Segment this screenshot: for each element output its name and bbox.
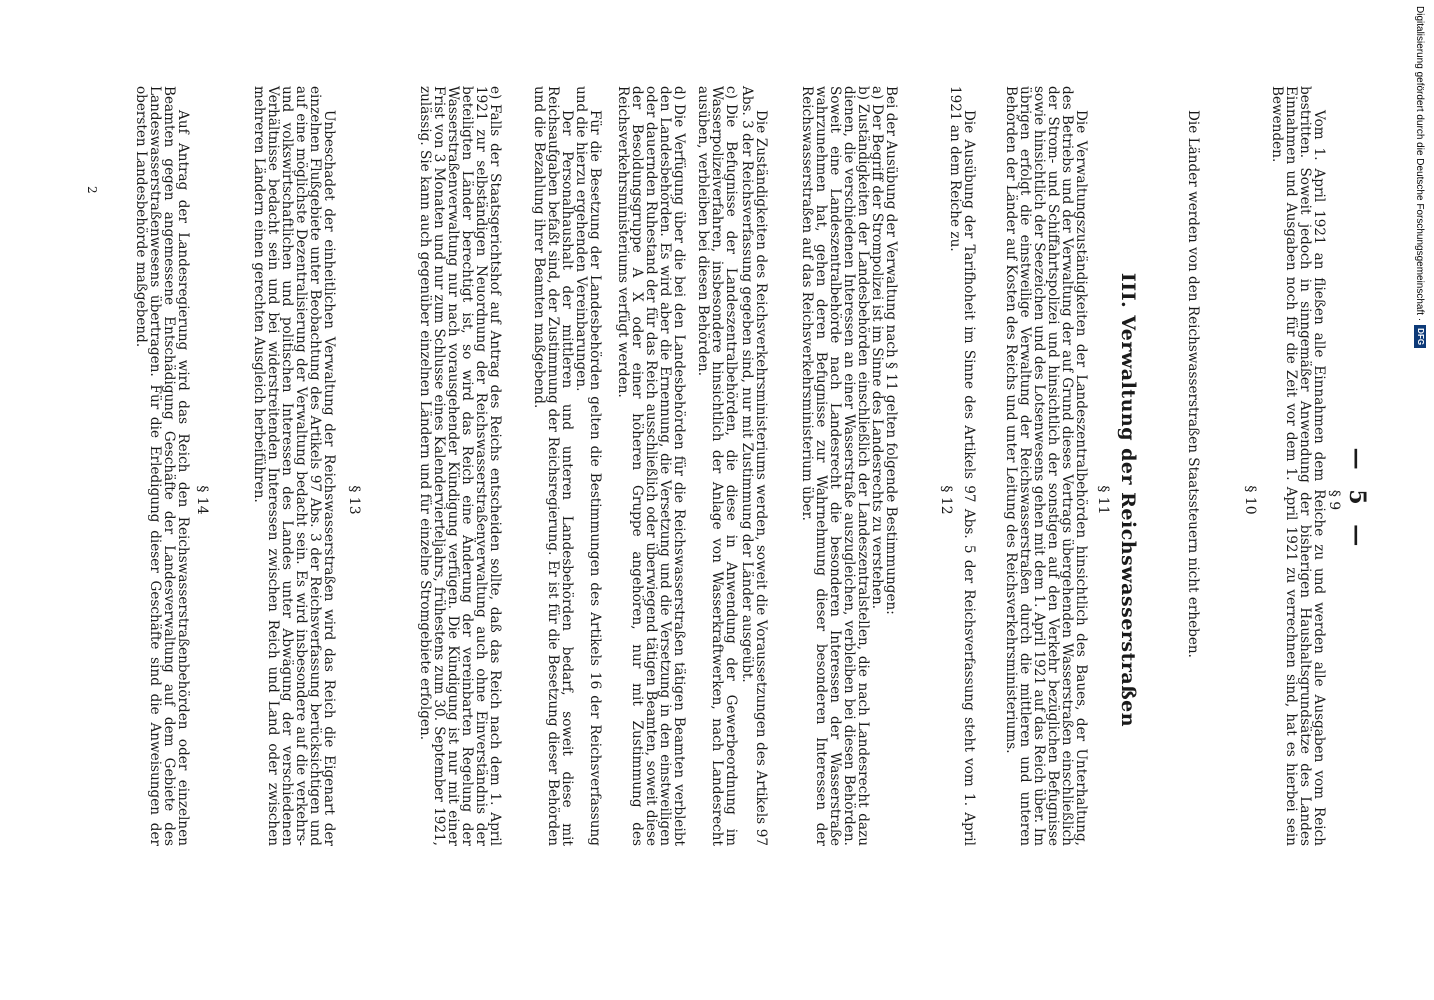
item-text: Die Zuständigkeiten des Reichsverkehrsministeriums werden, soweit die Voraussetzungen des Artikels 97 Abs. 3 der Reichsverfassung gegeben sind, nur mit Zustimmung der Länder ausgeübt. (739, 86, 769, 846)
item-label: c) (723, 86, 739, 99)
credit-text: Digitalisierung gefördert durch die Deutsche Forschungsgemeinschaft · (1414, 6, 1425, 322)
item-text: Die Verfügung über die bei den Landesbehörden für die Reichswasserstraßen tätigen Beamten verbleibt den Landesbehörden. Es wird aber die Ernennung, die Versetzung und die Versetzung in den einstweiligen oder dauernden Ruhestand der für das Reich ausschließlich oder überwiegend tätigen Beamten, soweit diese der Besoldungsgruppe A X oder einer höheren Gruppe angehören, nur mit Zustimmung des Reichsverkehrsministeriums verfügt werden. (615, 86, 687, 846)
section-12-item-d-continued-2 (532, 86, 574, 846)
section-14-title: § 14 (194, 485, 210, 515)
item-text: Für die Besetzung der Landesbehörden gelten die Bestimmungen des Artikels 16 der Reichsverfassung und die hierzu ergehenden Vereinbarungen. (573, 86, 603, 846)
item-label: e) (487, 86, 503, 100)
dfg-logo: DFG (1414, 325, 1426, 348)
section-12-item-c (696, 86, 738, 846)
section-12-title: § 12 (938, 485, 954, 515)
section-12-item-e (418, 86, 502, 846)
section-13-text: Unbeschadet der einheitlichen Verwaltung der Reichswasserstraßen wird das Reich die Eigenart der einzelnen Flußgebiete unter Beobachtung des Artikels 97 Abs. 3 der Reichsverfassung berücksichtigen und auf eine möglichste Dezentralisierung der Verwaltung bedacht sein. Es wird insbesondere auf die verkehrs- und volkswirtschaftlichen und politischen Interessen des Landes unter Abwägung der verschiedenen Verhältnisse bedacht sein und bei widerstreitenden Interessen zwischen Reich und Land oder zwischen mehreren Ländern einen gerechten Ausgleich herbeiführen. (251, 86, 337, 846)
section-12-item-d (616, 86, 686, 846)
section-12-item-b-continued (740, 86, 768, 846)
item-text: Der Personalhaushalt der mittleren und unteren Landesbehörden bedarf, soweit diese mit Reichsaufgaben befaßt sind, der Zustimmung der Reichsregierung. Er ist für die Besetzung dieser Behörden und die Bezahlung ihrer Beamten maßgebend. (531, 86, 575, 846)
section-12-item-b (800, 86, 870, 846)
page-number: 2 (85, 186, 99, 194)
digitization-credit (1408, 6, 1430, 996)
section-10-text: Die Länder werden von den Reichswasserstraßen Staatssteuern nicht erheben. (1185, 110, 1201, 658)
section-13-title: § 13 (346, 485, 362, 515)
section-12-item-a (870, 86, 884, 846)
section-12-item-d-continued-1 (574, 86, 602, 846)
chapter-heading: III. Verwaltung der Reichswasserstraßen (1117, 272, 1139, 728)
item-text: Falls der Staatsgerichtshof auf Antrag des Reichs entscheiden sollte, daß das Reich nach dem 1. April 1921 zur selbständigen Neuordnung der Reichswasserstraßenverwaltung auch ohne Einverständnis der beteiligten Länder berechtigt ist, so wird das Reich eine Änderung der vereinbarten Regelung der Wasserstraßenverwaltung nur nach vorausgehender Kündigung verfügen. Die Kündigung ist nur mit einer Frist von 3 Monaten und nur zum Schlusse eines Kalendervierteljahrs, frühestens zum 30. September 1921, zulässig. Sie kann auch gegenüber einzelnen Ländern und für einzelne Stromgebiete erfolgen. (417, 86, 503, 846)
section-10-title: § 10 (1242, 485, 1258, 515)
section-9-text: Vom 1. April 1921 an fließen alle Einnahmen dem Reiche zu und werden alle Ausgaben vom Reich bestritten. Soweit jedoch in sinngemäßer Anwendung der bisherigen Haushaltsgrundsätze des Landes Einnahmen und Ausgaben noch für die Zeit vor dem 1. April 1921 zu verrechnen sind, hat es hierbei sein Bewenden. (1269, 86, 1327, 846)
credit-line (1408, 6, 1430, 996)
page-header: — 5 — (1344, 447, 1370, 553)
section-9-title: § 9 (1326, 489, 1342, 511)
section-11-paragraph-2: Die Ausübung der Tarifhoheit im Sinne des Artikels 97 Abs. 5 der Reichsverfassung steht vom 1. April 1921 an dem Reiche zu. (947, 86, 977, 846)
section-14-text: Auf Antrag der Landesregierung wird das Reich den Reichswasserstraßenbehörden oder einzelnen Beamten gegen angemessene Entschädigung Geschäfte der Landesverwaltung auf dem Gebiete des Landeswasserstraßenwesens übertragen. Für die Erledigung dieser Geschäfte sind die Anweisungen der obersten Landesbehörde maßgebend. (133, 86, 191, 846)
item-text: Die Befugnisse der Landeszentralbehörden, die diese in Anwendung der Gewerbeordnung im Wasserpolizeiverfahren, insbesondere hinsichtlich der Anlage von Wasserkraftwerken, nach Landesrecht ausüben, verbleiben bei diesen Behörden. (695, 86, 739, 846)
item-label: b) (855, 86, 871, 101)
item-label: a) (869, 86, 885, 100)
section-11-paragraph-1: Die Verwaltungszuständigkeiten der Landeszentralbehörden hinsichtlich des Baues, der Unterhaltung, des Betriebs und der Verwaltung der auf Grund dieses Vertrags übergehenden Wasserstraßen einschließlich der Strom- und Schiffahrtspolizei und hinsichtlich der sonstigen auf den Verkehr bezüglichen Befugnisse sowie hinsichtlich der Seezeichen und des Lotsenwesens gehen mit dem 1. April 1921 auf das Reich über. Im übrigen erfolgt die einstweilige Verwaltung der Reichswasserstraßen durch die mittleren und unteren Behörden der Länder auf Kosten des Reichs und unter Leitung des Reichsverkehrsministeriums. (1003, 86, 1089, 846)
section-11-title: § 11 (1095, 485, 1111, 515)
item-label: d) (671, 86, 687, 101)
section-12-intro: Bei der Ausübung der Verwaltung nach § 11 gelten folgende Bestimmungen: (883, 86, 899, 615)
item-text: Der Begriff der Strompolizei ist im Sinne des Landesrechts zu verstehen. (869, 104, 885, 610)
item-text: Zuständigkeiten der Landesbehörden einschließlich der Landeszentralstellen, die nach Landesrecht dazu dienen, die verschiedenen Interessen an einer Wasserstraße auszugleichen, verbleiben bei diesen Behörden. Soweit eine Landeszentralbehörde nach Landesrecht die besonderen Interessen der Wasserstraße wahrzunehmen hat, gehen deren Befugnisse zur Wahrnehmung dieser besonderen Interessen der Reichswasserstraßen auf das Reichsverkehrsministerium über. (799, 86, 871, 846)
